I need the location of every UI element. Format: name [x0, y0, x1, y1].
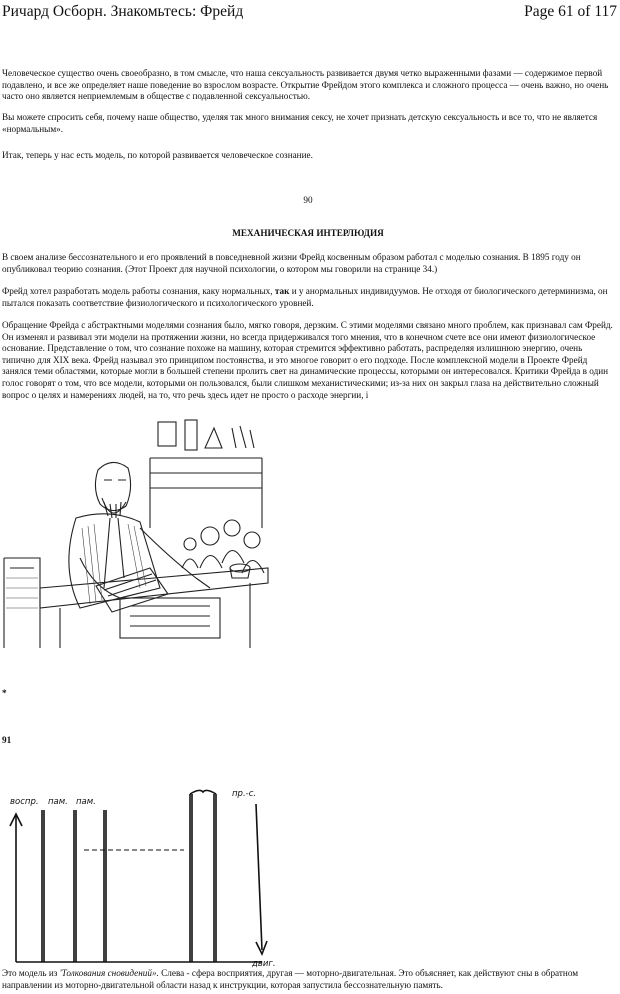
page-number-90: 90	[303, 195, 313, 205]
paragraph-3: Итак, теперь у нас есть модель, по которой развивается человеческое сознание.	[2, 150, 313, 160]
paragraph-5-part-a: Фрейд хотел разработать модель работы сознания, каку нормальных,	[2, 286, 275, 296]
psychic-apparatus-diagram	[0, 780, 290, 968]
document-title: Ричард Осборн. Знакомьтесь: Фрейд	[2, 3, 244, 20]
freud-illustration	[0, 418, 270, 650]
paragraph-1: Человеческое существо очень своеобразно, в том смысле, что наша сексуальность развивается двумя четко выраженными фазами — содержимое первой подавлено, и все же определяет наше поведение во взрослом возрасте. Открытие Фрейдом этого комплекса и сложного процесса — очень важно, но очень часто оно является неприемлемым в обществе с подавленной сексуальностью.	[2, 68, 609, 102]
paragraph-2: Вы можете спросить себя, почему наше общество, уделяя так много внимания сексу, не хочет признать детскую сексуальность и все то, что не является «нормальным».	[2, 112, 598, 134]
label-perception: воспр.	[10, 797, 39, 807]
label-memory-1: пам.	[48, 797, 68, 807]
page-header	[0, 0, 620, 24]
page-indicator: Page 61 of 117	[524, 3, 617, 20]
label-motor: двиг.	[252, 959, 276, 968]
paragraph-5	[2, 286, 614, 309]
paragraph-4: В своем анализе бессознательного и его проявлений в повседневной жизни Фрейд косвенным образом работал с моделью сознания. В 1895 году он опубликовал теорию сознания. (Этот Проект для научной психологии, о котором мы говорили на странице 34.)	[2, 252, 581, 274]
caption-part-a: Это модель из	[2, 968, 60, 978]
paragraph-5-part-b: и у анормальных индивидуумов. Не отходя от биологического детерминизма, он пытался показать соответствие физиологического и психологического уровней.	[2, 286, 608, 308]
label-memory-2: пам.	[76, 797, 96, 807]
asterisk-marker: *	[2, 688, 7, 698]
paragraph-6: Обращение Фрейда с абстрактными моделями сознания было, мягко говоря, дерзким. С этими моделями связано много проблем, как признавал сам Фрейд. Он изменял и развивал эти модели на протяжении жизни, но всегда придерживался того мнения, что в конечном счете все они имеют физиологическое основание. Представление о том, что сознание похоже на машину, которая стремится эффективно работать, распределяя излишнюю энергию, очень типично для XIX века. Фрейд называл это принципом постоянства, и это многое говорит о его подходе. После комплексной модели в Проекте Фрейд занялся теми областями, которые могли в большей степени пролить свет на динамические процессы, которыми он интересовался. Критики Фрейда в один голос говорят о том, что все модели, которыми он пользовался, были слишком механистическими; из-за них он закрыл глаза на действительно сложный вопрос о целях и намерениях людей, на то, что речь здесь идет не просто о расходе энергии, i	[2, 320, 613, 400]
caption-part-b: Слева - сфера восприятия, другая — моторно-двигательная. Это объясняет, как действуют сны в обратном направлении из моторно-двигательной области назад к инструкции, которая запустила бессознательную память.	[2, 968, 579, 990]
caption-italic: 'Толкования сновидений».	[59, 968, 159, 978]
figure-caption	[2, 968, 614, 991]
section-heading: МЕХАНИЧЕСКАЯ ИНТЕРЛЮДИЯ	[232, 228, 384, 238]
paragraph-5-bold: так	[274, 286, 290, 296]
page-number-91: 91	[2, 735, 12, 745]
label-preconscious: пр.-с.	[232, 789, 257, 799]
